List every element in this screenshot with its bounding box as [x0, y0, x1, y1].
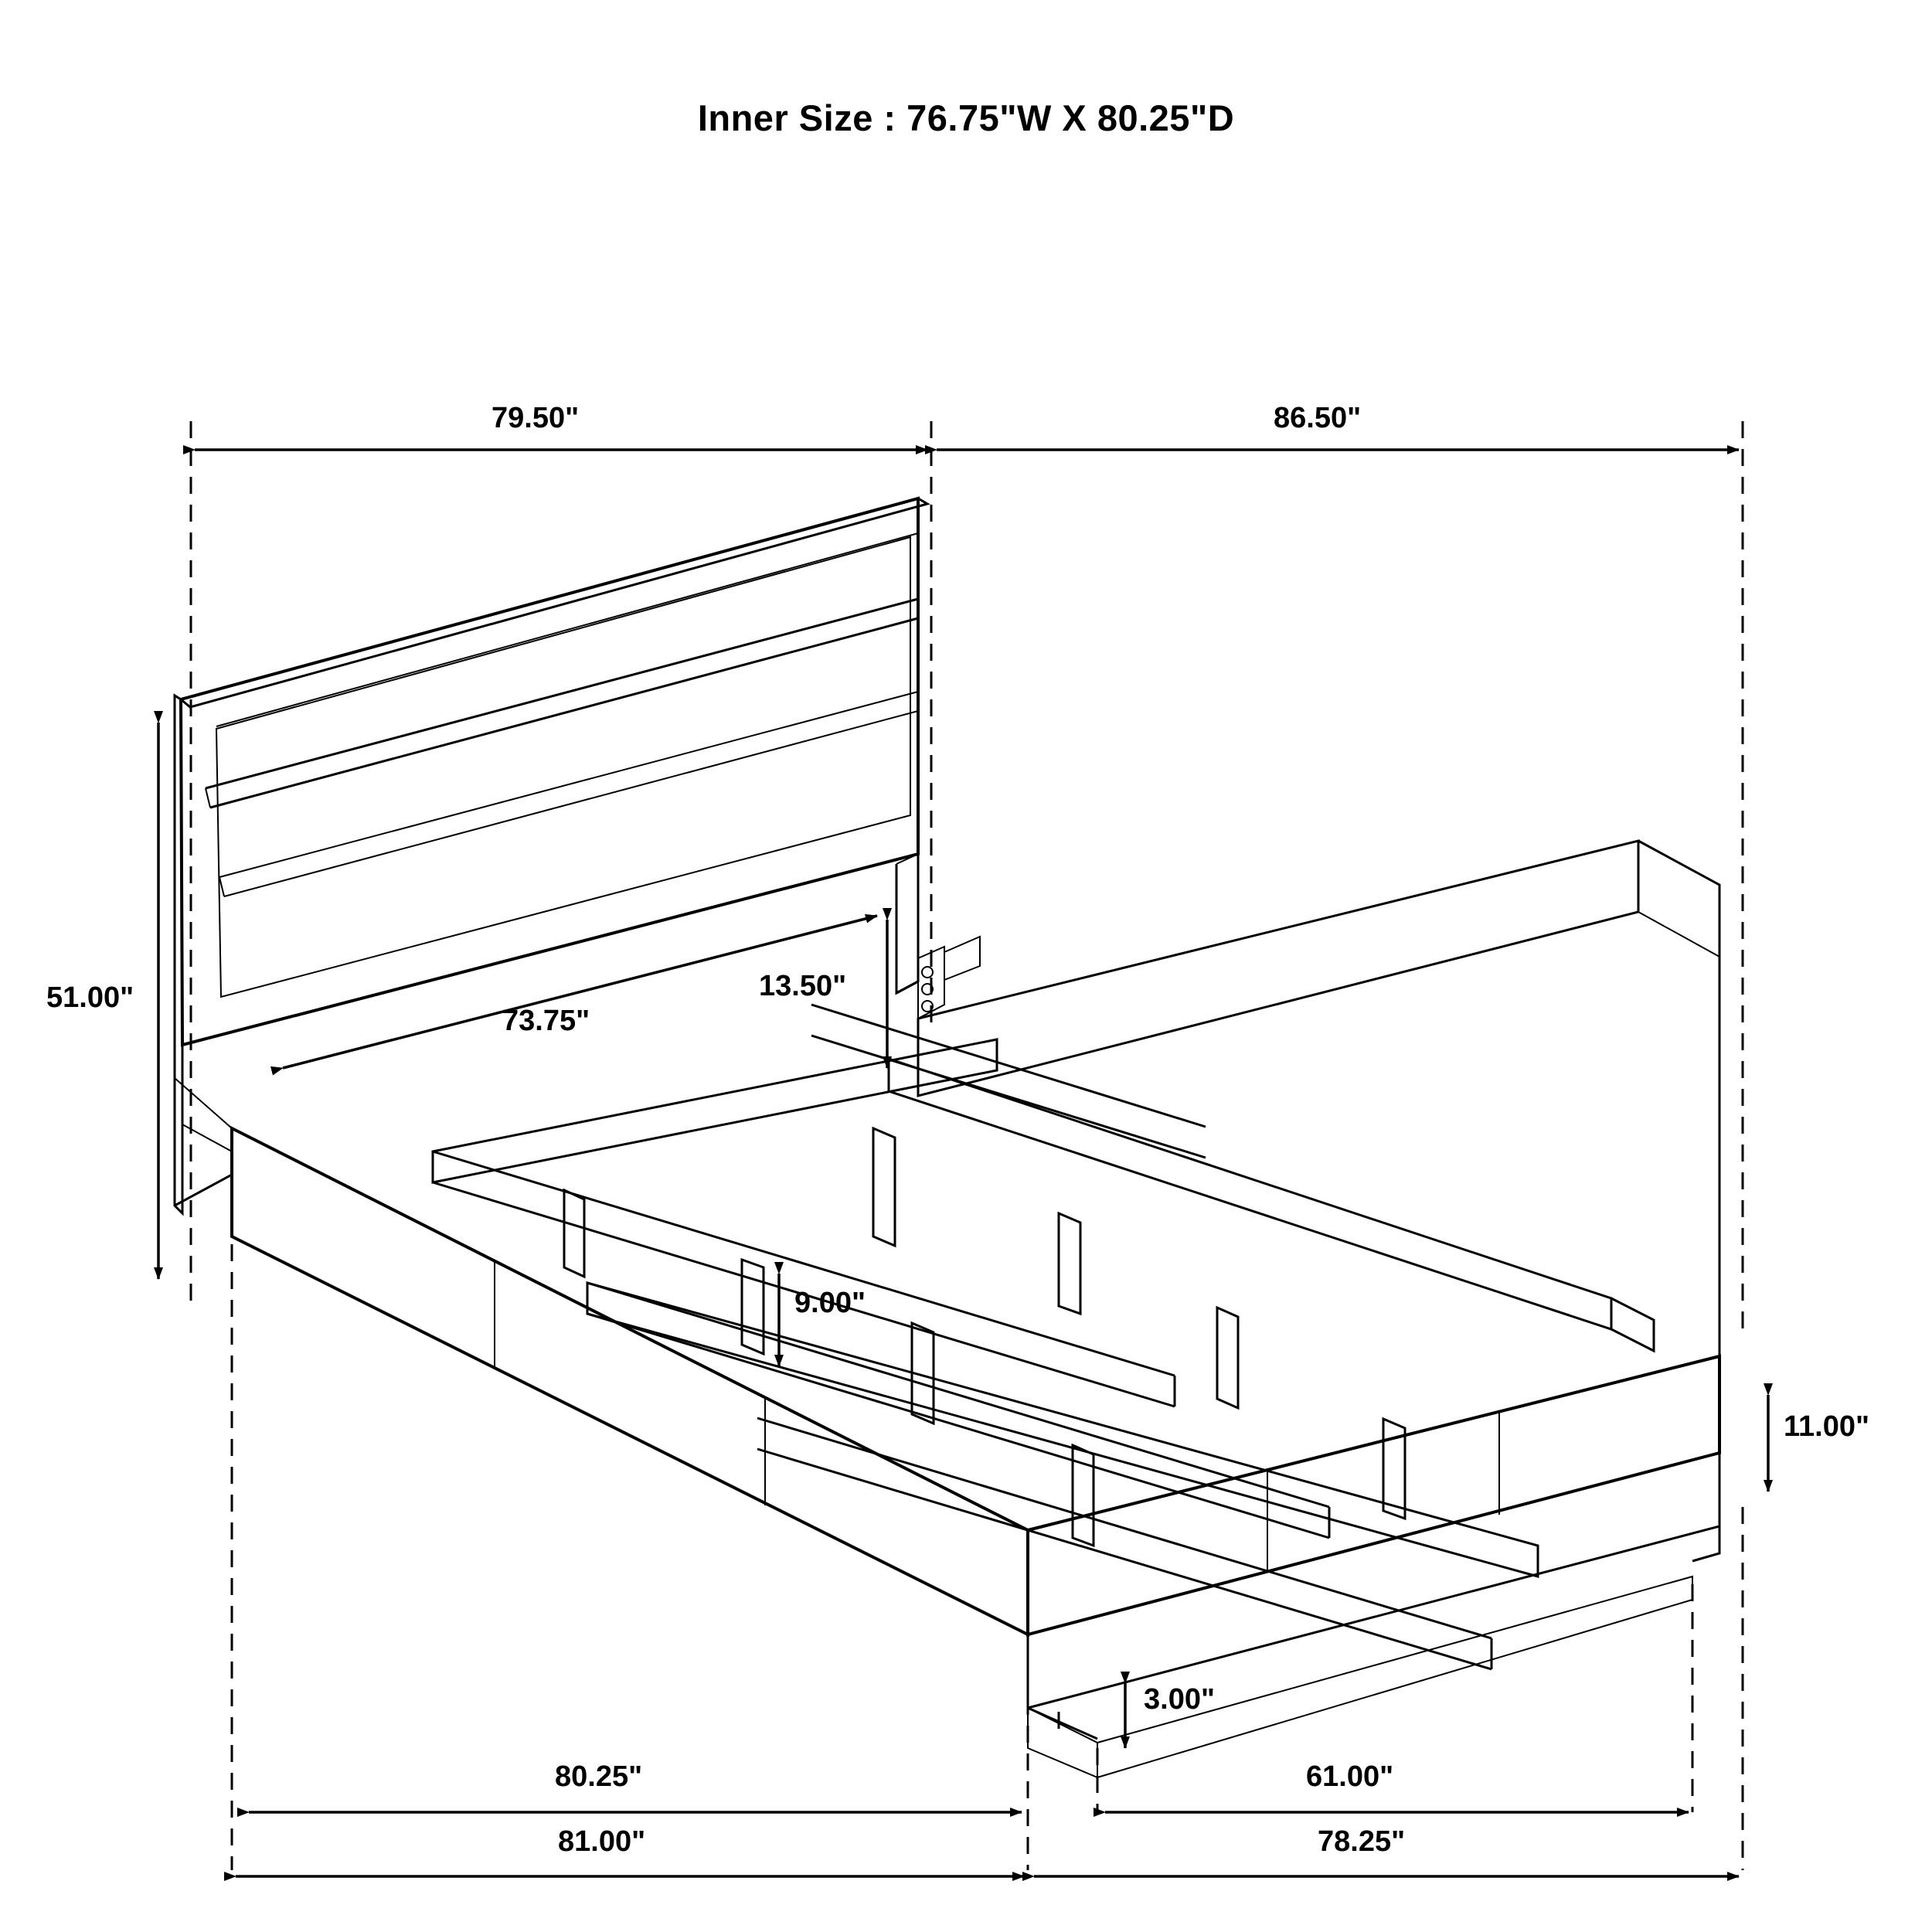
dimension-label-bottom-right-inner: 61.00": [1306, 1760, 1394, 1793]
dimension-label-foot-height: 3.00": [1144, 1683, 1215, 1716]
dimension-label-slat-height: 9.00": [794, 1287, 866, 1319]
extension-lines: [191, 421, 1743, 1870]
dimension-label-headboard-panel-width: 73.75": [502, 1005, 590, 1037]
bed-outline: [175, 498, 1719, 1777]
dimension-label-left-height: 51.00": [46, 981, 134, 1014]
page-title: Inner Size : 76.75"W X 80.25"D: [697, 97, 1235, 138]
dimension-label-bottom-left-inner: 80.25": [555, 1760, 643, 1793]
dimension-label-top-left: 79.50": [492, 402, 580, 434]
dimension-label-headboard-clearance: 13.50": [759, 970, 847, 1002]
dimension-label-top-right: 86.50": [1274, 402, 1362, 434]
dimension-label-bottom-left-outer: 81.00": [558, 1825, 646, 1858]
dimension-label-bottom-right-outer: 78.25": [1318, 1825, 1406, 1858]
dimension-label-rail-height: 11.00": [1784, 1410, 1870, 1443]
dimension-arrows: [158, 450, 1768, 1876]
